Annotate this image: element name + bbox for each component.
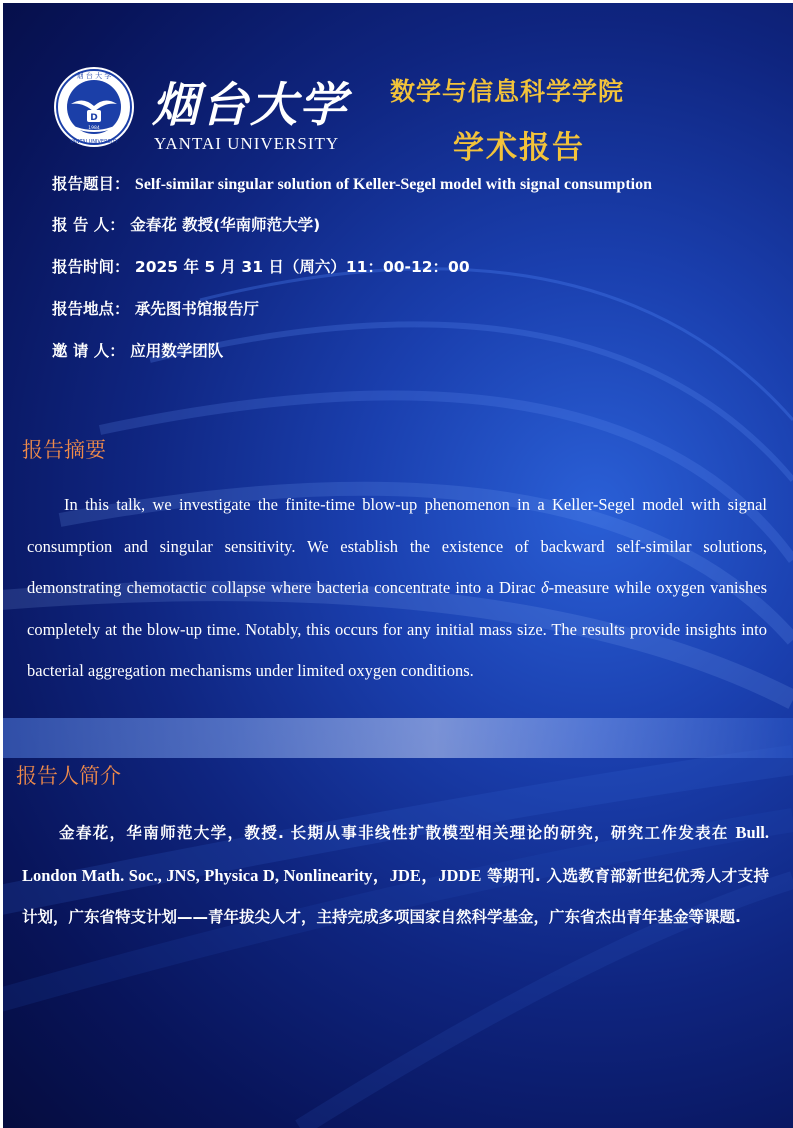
bio-journals: Bull. London Math. Soc., JNS, Physica D, Nonlinearity，JDE，JDDE — [22, 823, 769, 885]
title-label: 报告题目： — [52, 175, 130, 193]
info-title — [52, 172, 652, 194]
title-value: Self-similar singular solution of Keller-Segel model with signal consumption — [134, 176, 652, 193]
svg-text:D: D — [90, 113, 98, 123]
speaker-value: 金春花 教授(华南师范大学) — [130, 216, 321, 234]
delta-symbol: δ — [540, 578, 549, 597]
abstract-part1: In this talk, we investigate the finite-time blow-up phenomenon in a Keller-Segel model with signal consumption and singular sensitivity. We establish the existence of backward self-similar solutions, demonstrating chemotactic collapse where bacteria concentrate into a Dirac — [27, 495, 767, 597]
info-speaker — [52, 213, 320, 235]
bio-text — [22, 812, 769, 939]
university-seal-icon — [53, 66, 135, 148]
abstract-heading: 报告摘要 — [22, 438, 106, 462]
time-label: 报告时间： — [52, 258, 130, 276]
host-label: 邀 请 人： — [52, 342, 125, 360]
school-name: 数学与信息科学学院 — [390, 77, 625, 106]
abstract-text — [27, 484, 767, 692]
report-type: 学术报告 — [453, 130, 585, 166]
info-place — [52, 297, 259, 319]
host-value: 应用数学团队 — [130, 342, 224, 360]
left-border — [0, 0, 3, 1128]
svg-text:1984: 1984 — [88, 126, 100, 131]
svg-text:烟 台 大 学: 烟 台 大 学 — [76, 72, 112, 80]
place-value: 承先图书馆报告厅 — [134, 300, 259, 318]
abstract-part2: -measure while oxygen vanishes completely at the blow-up time. Notably, this occurs for any initial mass size. The results provide insights into bacterial aggregation mechanisms under limited oxygen conditions. — [27, 578, 767, 680]
university-name-cn: 烟台大学 — [152, 78, 348, 133]
speaker-label: 报 告 人： — [52, 216, 125, 234]
bio-part2: 等期刊. 入选教育部新世纪优秀人才支持计划，广东省特支计划——青年拔尖人才，主持完成多项国家自然科学基金，广东省杰出青年基金等课题. — [22, 866, 769, 926]
bio-part1: 金春花，华南师范大学，教授. 长期从事非线性扩散模型相关理论的研究，研究工作发表在 — [59, 824, 736, 842]
light-band — [0, 718, 793, 758]
university-name-en: YANTAI UNIVERSITY — [154, 134, 340, 153]
svg-text:YANTAI UNIVERSITY: YANTAI UNIVERSITY — [69, 139, 119, 145]
bio-heading: 报告人简介 — [16, 764, 121, 788]
info-time — [52, 255, 470, 277]
info-host — [52, 339, 223, 361]
place-label: 报告地点： — [52, 300, 130, 318]
top-border — [0, 0, 793, 3]
time-value: 2025 年 5 月 31 日（周六）11：00-12：00 — [134, 258, 470, 276]
